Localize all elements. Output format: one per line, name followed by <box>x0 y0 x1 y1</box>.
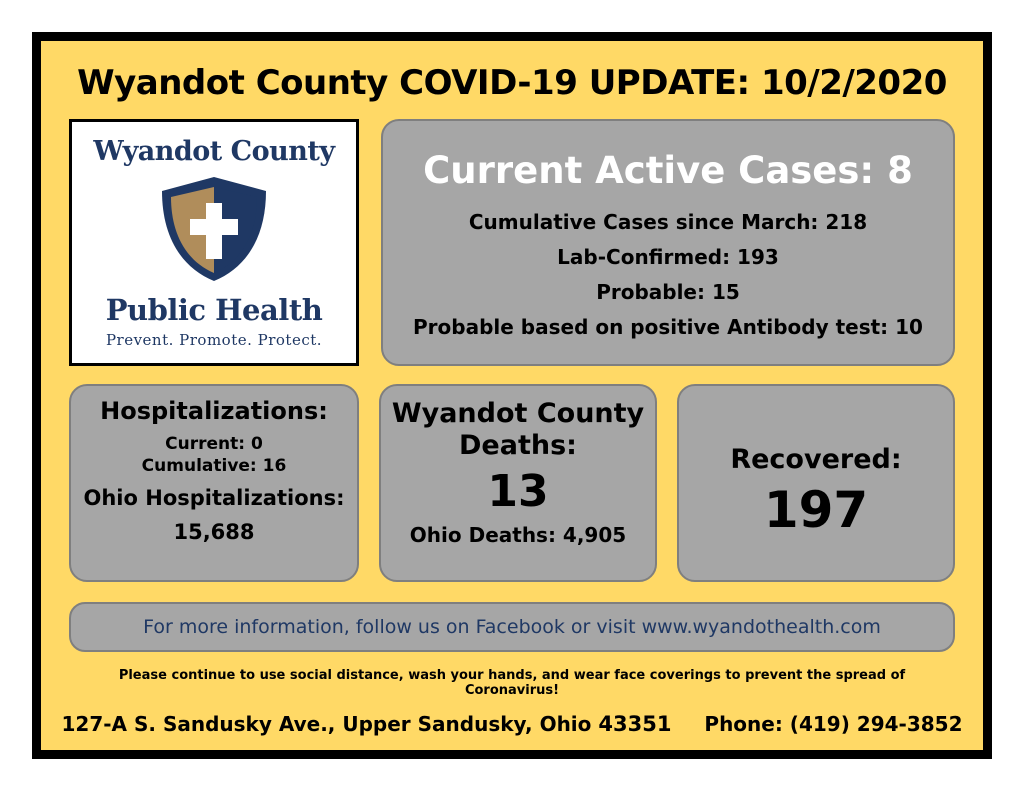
logo-department-name: Public Health <box>105 293 323 327</box>
recovered-title: Recovered: <box>730 444 902 475</box>
covid-update-poster <box>32 32 992 759</box>
ohio-deaths: Ohio Deaths: 4,905 <box>409 522 627 547</box>
hospitalizations-current: Current: 0 <box>165 433 263 454</box>
contact-line <box>41 712 983 736</box>
probable-line: Probable: 15 <box>596 280 740 304</box>
page-title: Wyandot County COVID-19 UPDATE: 10/2/2020 <box>77 63 947 103</box>
health-department-logo <box>69 119 359 366</box>
deaths-value: 13 <box>487 465 549 517</box>
ohio-hospitalizations-label: Ohio Hospitalizations: <box>83 485 345 510</box>
deaths-title-line2: Deaths: <box>459 430 577 462</box>
probable-antibody-line: Probable based on positive Antibody test: 10 <box>413 315 923 339</box>
address-text: 127-A S. Sandusky Ave., Upper Sandusky, Ohio <box>61 712 592 736</box>
more-information-bar <box>69 602 955 652</box>
deaths-card <box>379 384 657 582</box>
recovered-value: 197 <box>763 481 869 540</box>
hospitalizations-card <box>69 384 359 582</box>
ohio-hospitalizations-value: 15,688 <box>173 519 255 544</box>
cumulative-cases-line: Cumulative Cases since March: 218 <box>468 210 868 234</box>
safety-notice: Please continue to use social distance, wash your hands, and wear face coverings to prevent the spread of Coronavirus! <box>118 668 906 698</box>
hospitalizations-cumulative: Cumulative: 16 <box>141 455 287 476</box>
middle-row <box>41 366 983 582</box>
shield-icon <box>154 173 274 289</box>
top-row <box>41 103 983 366</box>
deaths-title-line1: Wyandot County <box>391 398 645 429</box>
lab-confirmed-line: Lab-Confirmed: 193 <box>557 245 779 269</box>
active-cases-card <box>381 119 955 366</box>
phone-number: Phone: (419) 294-3852 <box>704 712 963 736</box>
logo-county-name: Wyandot County <box>93 136 335 167</box>
hospitalizations-title: Hospitalizations: <box>100 397 328 425</box>
zip-code: 43351 <box>598 712 672 736</box>
active-cases-headline: Current Active Cases: 8 <box>423 149 913 192</box>
more-information-text: For more information, follow us on Facebook or visit www.wyandothealth.com <box>143 616 881 638</box>
recovered-card <box>677 384 955 582</box>
logo-tagline: Prevent. Promote. Protect. <box>105 331 323 349</box>
